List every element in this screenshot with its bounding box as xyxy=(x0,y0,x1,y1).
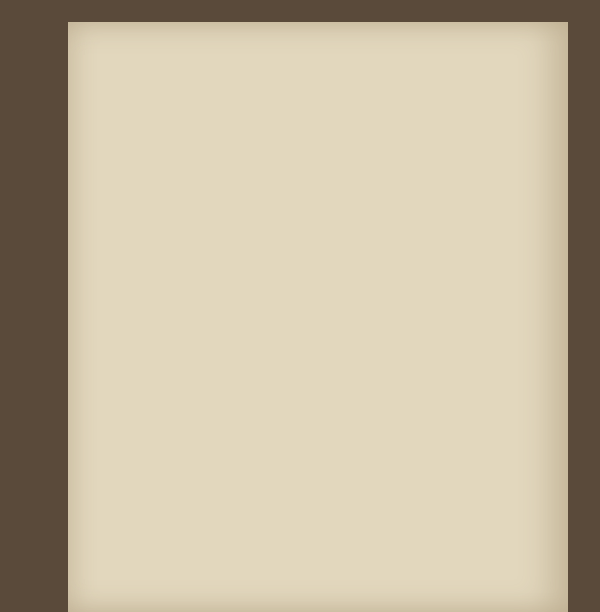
page-header xyxy=(68,44,568,58)
book-page xyxy=(68,22,568,612)
